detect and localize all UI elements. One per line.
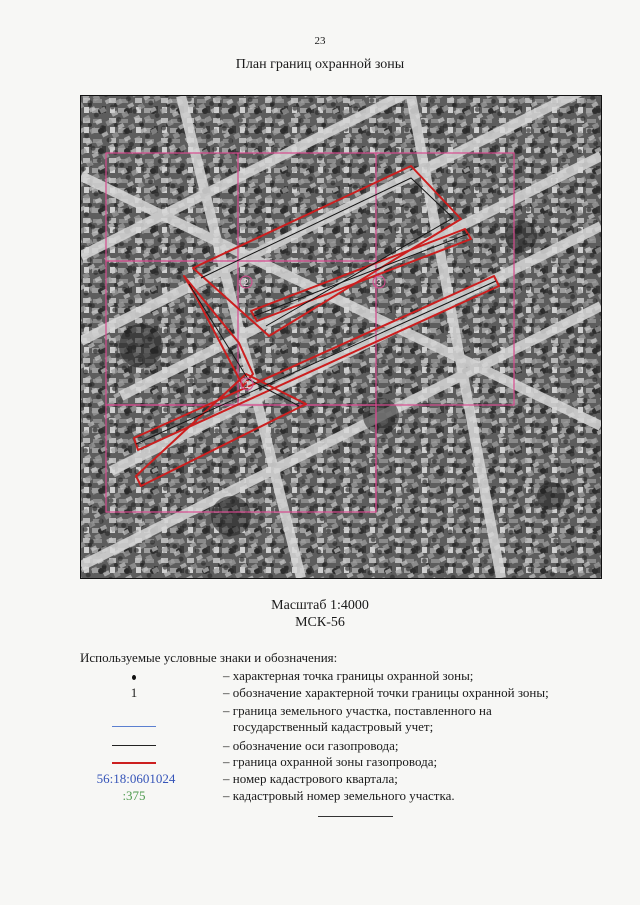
plan-title: План границ охранной зоны: [235, 57, 405, 72]
red-line-icon: [112, 762, 156, 764]
parcel-cadastral-number: :375: [122, 788, 146, 803]
blue-line-icon: [112, 726, 156, 727]
map-canvas: [81, 96, 601, 578]
closing-rule: [318, 816, 393, 817]
black-line-icon: [112, 745, 156, 746]
cadastral-quarter-number: 56:18:0601024: [96, 771, 176, 786]
scale-label: Масштаб 1:4000: [271, 598, 369, 613]
point-label-3: 3: [376, 278, 382, 289]
page-number: 23: [314, 35, 326, 47]
coordinate-system: МСК-56: [295, 615, 345, 630]
point-label-1: 1: [244, 380, 250, 391]
aerial-map: [80, 95, 602, 579]
scale-block: [0, 597, 640, 631]
dot-icon: [132, 675, 136, 680]
legend-heading: Используемые условные знаки и обозначения:: [80, 650, 338, 665]
point-label-2: 2: [243, 278, 249, 289]
point-number-symbol: 1: [130, 685, 138, 700]
legend-item-parcel-boundary: – граница земельного участка, поставленного на государственный кадастровый учет;: [80, 703, 620, 737]
